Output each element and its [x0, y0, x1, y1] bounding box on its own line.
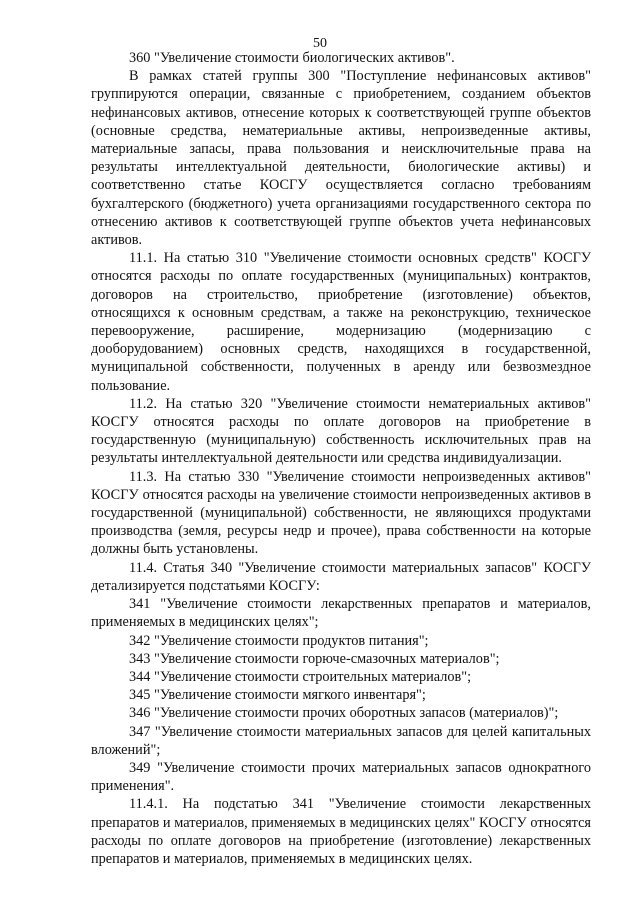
list-item-349: 349 "Увеличение стоимости прочих материальных запасов однократного применения". — [91, 759, 591, 795]
list-item-342: 342 "Увеличение стоимости продуктов питания"; — [129, 632, 429, 649]
list-item-346: 346 "Увеличение стоимости прочих оборотных запасов (материалов)"; — [129, 705, 559, 722]
paragraph-11-1: 11.1. На статью 310 "Увеличение стоимости основных средств" КОСГУ относятся расходы по оплате государственных (муниципальных) контрактов, договоров на строительство, приобретение (изготовление) объектов, относящихся к основным средствам, а также на реконструкцию, техническое перевооружение, расширение, модернизацию (модернизацию с дооборудованием) основных средств, находящихся в государственной, муниципальной собственности, полученных в аренду или безвозмездное пользование. — [91, 250, 591, 394]
paragraph-group-300: В рамках статей группы 300 "Поступление нефинансовых активов" группируются операции, связанные с приобретением, созданием объектов нефинансовых активов, отнесение которых к соответствующей группе объектов (основные средства, нематериальные активы, непроизведенные активы, материальные запасы, права пользования и неисключительные права на результаты интеллектуальной деятельности, биологические активы) и соответственно статье КОСГУ осуществляется согласно требованиям бухгалтерского (бюджетного) учета организациями государственного сектора по отнесению активов к соответствующей группе объектов учета нефинансовых активов. — [91, 68, 591, 249]
page-number: 50 — [313, 36, 327, 51]
list-item-345: 345 "Увеличение стоимости мягкого инвентаря"; — [129, 687, 426, 704]
paragraph-11-4: 11.4. Статья 340 "Увеличение стоимости материальных запасов" КОСГУ детализируется подстатьями КОСГУ: — [91, 559, 591, 594]
list-item-341: 341 "Увеличение стоимости лекарственных препаратов и материалов, применяемых в медицинских целях"; — [91, 596, 591, 631]
paragraph-11-4-1: 11.4.1. На подстатью 341 "Увеличение стоимости лекарственных препаратов и материалов, применяемых в медицинских целях" КОСГУ относятся расходы по оплате договоров на приобретение (изготовление) лекарственных препаратов и материалов, применяемых в медицинских целях. — [91, 796, 591, 867]
list-item-343: 343 "Увеличение стоимости горюче-смазочных материалов"; — [129, 650, 500, 667]
list-item-344: 344 "Увеличение стоимости строительных материалов"; — [129, 668, 472, 685]
document-body — [91, 49, 591, 868]
paragraph-11-2: 11.2. На статью 320 "Увеличение стоимости нематериальных активов" КОСГУ относятся расходы по оплате договоров на приобретение в государственную (муниципальную) собственность исключительных прав на результаты интеллектуальной деятельности или средства индивидуализации. — [91, 395, 591, 467]
list-item-347: 347 "Увеличение стоимости материальных запасов для целей капитальных вложений"; — [91, 723, 591, 758]
paragraph-article-360: 360 "Увеличение стоимости биологических активов". — [129, 50, 455, 66]
paragraph-11-3: 11.3. На статью 330 "Увеличение стоимости непроизведенных активов" КОСГУ относятся расходы на увеличение стоимости непроизведенных активов в государственной (муниципальной) собственности, не являющихся продуктами производства (земля, ресурсы недр и прочее), права собственности на которые должны быть установлены. — [91, 468, 591, 558]
